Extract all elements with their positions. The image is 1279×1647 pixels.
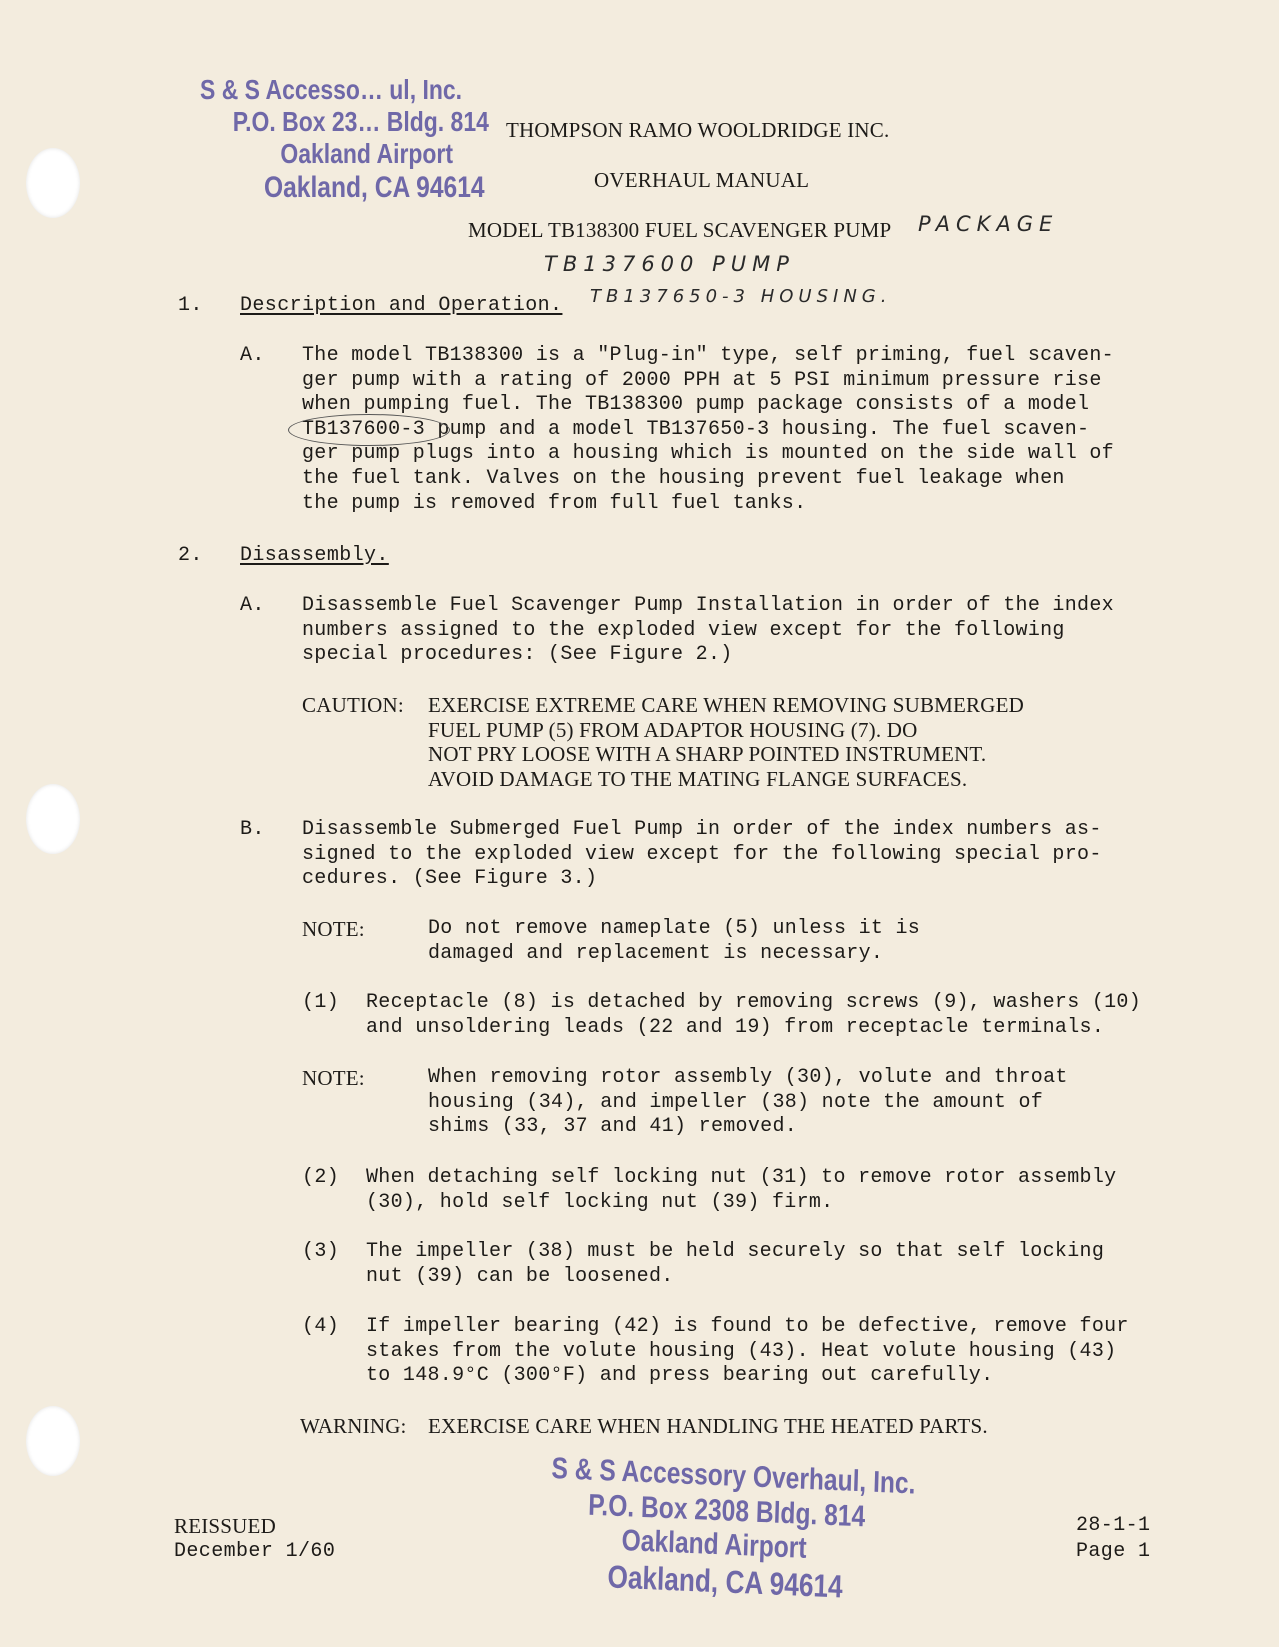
text-line: The impeller (38) must be held securely so that self locking: [366, 1240, 1105, 1263]
text-line: the pump is removed from full fuel tanks.: [302, 491, 807, 515]
company-name: THOMPSON RAMO WOOLDRIDGE INC.: [506, 118, 890, 142]
page-number: Page 1: [1076, 1540, 1151, 1563]
stamp-line: S & S Accesso… ul, Inc.: [200, 74, 463, 105]
stamp-line: Oakland, CA 94614: [607, 1557, 844, 1604]
step-marker: (3): [302, 1240, 340, 1263]
stamp-line: Oakland Airport: [280, 138, 454, 170]
stamp-line: P.O. Box 2308 Bldg. 814: [587, 1488, 866, 1533]
text-line: EXERCISE EXTREME CARE WHEN REMOVING SUBMERGED: [428, 693, 1025, 717]
text-line: numbers assigned to the exploded view except for the following: [302, 618, 1065, 642]
step-text: [366, 1166, 1116, 1215]
manual-title: OVERHAUL MANUAL: [594, 168, 810, 192]
text-line: Disassemble Submerged Fuel Pump in order of the index numbers as-: [302, 818, 1102, 841]
text-line: and unsoldering leads (22 and 19) from receptacle terminals.: [366, 1015, 1105, 1039]
step-text: [366, 1240, 1104, 1289]
note-label: NOTE:: [302, 1066, 365, 1090]
punch-hole: [26, 1406, 80, 1476]
text-line: AVOID DAMAGE TO THE MATING FLANGE SURFACES.: [428, 766, 968, 791]
text-line: Do not remove nameplate (5) unless it is: [428, 917, 921, 940]
bottom-address-stamp: [548, 1452, 916, 1608]
note-text: [428, 1066, 1068, 1140]
text-line: to 148.9°C (300°F) and press bearing out carefully.: [366, 1364, 994, 1388]
text-line: The model TB138300 is a "Plug-in" type, self priming, fuel scaven-: [302, 344, 1114, 367]
handwritten-package: PACKAGE: [918, 212, 1059, 236]
text-line: Disassemble Fuel Scavenger Pump Installation in order of the index: [302, 594, 1114, 617]
text-line: ger pump plugs into a housing which is mounted on the side wall of: [302, 442, 1114, 466]
step-marker: (1): [302, 991, 340, 1014]
text-line: ger pump with a rating of 2000 PPH at 5 PSI minimum pressure rise: [302, 368, 1102, 392]
paragraph-marker: A.: [240, 344, 265, 367]
section-number: 1.: [178, 294, 203, 317]
punch-hole: [26, 148, 80, 218]
hand-drawn-circle: [288, 414, 450, 446]
section-title: Disassembly.: [240, 544, 389, 567]
section-title: Description and Operation.: [240, 294, 563, 317]
handwritten-pump: TB137600 PUMP: [544, 252, 795, 276]
text-line: housing (34), and impeller (38) note the amount of: [428, 1090, 1044, 1114]
warning-text: EXERCISE CARE WHEN HANDLING THE HEATED PARTS.: [428, 1414, 988, 1438]
stamp-line: P.O. Box 23… Bldg. 814: [232, 106, 489, 138]
step-text: [366, 1315, 1129, 1389]
text-line: TB137600-3 pump and a model TB137650-3 housing. The fuel scaven-: [302, 417, 1090, 441]
step-marker: (2): [302, 1166, 340, 1189]
step-text: [366, 991, 1141, 1040]
text-line: shims (33, 37 and 41) removed.: [428, 1115, 798, 1139]
text-line: Receptacle (8) is detached by removing screws (9), washers (10): [366, 991, 1142, 1014]
disassembly-paragraph-b: [302, 818, 1102, 892]
handwritten-housing: TB137650-3 HOUSING.: [590, 286, 892, 307]
text-line: when pumping fuel. The TB138300 pump package consists of a model: [302, 393, 1090, 417]
text-line: (30), hold self locking nut (39) firm.: [366, 1190, 834, 1214]
stamp-line: S & S Accessory Overhaul, Inc.: [551, 1452, 916, 1501]
paragraph-marker: A.: [240, 594, 265, 617]
reissued-label: REISSUED: [174, 1514, 276, 1538]
text-line: FUEL PUMP (5) FROM ADAPTOR HOUSING (7). DO: [428, 717, 918, 742]
stamp-line: Oakland Airport: [621, 1524, 808, 1565]
text-line: special procedures: (See Figure 2.): [302, 643, 733, 667]
section-number: 2.: [178, 544, 203, 567]
text-line: damaged and replacement is necessary.: [428, 941, 884, 965]
text-line: When detaching self locking nut (31) to remove rotor assembly: [366, 1166, 1117, 1189]
paragraph-marker: B.: [240, 818, 265, 841]
document-number: 28-1-1: [1076, 1514, 1151, 1537]
note-text: [428, 917, 920, 966]
model-title: MODEL TB138300 FUEL SCAVENGER PUMP: [468, 218, 892, 242]
disassembly-paragraph-a: [302, 594, 1114, 668]
text-line: If impeller bearing (42) is found to be defective, remove four: [366, 1315, 1129, 1338]
text-line: When removing rotor assembly (30), volute and throat: [428, 1066, 1068, 1089]
text-line: the fuel tank. Valves on the housing prevent fuel leakage when: [302, 466, 1065, 490]
reissue-date: December 1/60: [174, 1540, 336, 1563]
caution-text: [428, 693, 1024, 791]
text-line: cedures. (See Figure 3.): [302, 867, 598, 891]
top-address-stamp: [200, 74, 489, 205]
text-line: NOT PRY LOOSE WITH A SHARP POINTED INSTRUMENT.: [428, 742, 987, 767]
caution-label: CAUTION:: [302, 693, 404, 717]
note-label: NOTE:: [302, 917, 365, 941]
warning-label: WARNING:: [300, 1414, 407, 1438]
text-line: signed to the exploded view except for the following special pro-: [302, 842, 1102, 866]
text-line: nut (39) can be loosened.: [366, 1264, 674, 1288]
text-line: stakes from the volute housing (43). Heat volute housing (43): [366, 1339, 1117, 1363]
stamp-line: Oakland, CA 94614: [263, 170, 485, 204]
step-marker: (4): [302, 1315, 340, 1338]
punch-hole: [26, 784, 80, 854]
